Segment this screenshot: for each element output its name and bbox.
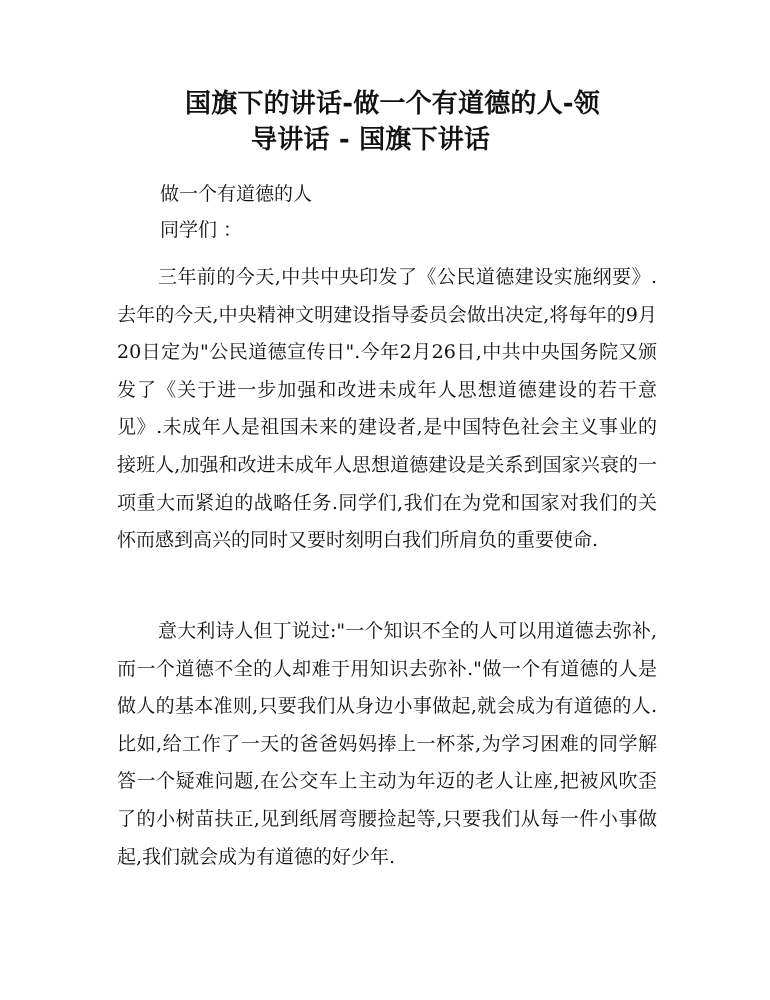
- opening-block: [160, 176, 640, 248]
- document-title-line-2: 导讲话 - 国旗下讲话: [251, 125, 491, 155]
- document-title: [185, 86, 665, 158]
- salutation: 同学们 ：: [160, 219, 243, 241]
- body-paragraph-2: 意大利诗人但丁说过:"一个知识不全的人可以用道德去弥补,而一个道德不全的人却难于用知识去弥补."做一个有道德的人是做人的基本准则,只要我们从身边小事做起,就会成为有道德的人.比如,给工作了一天的爸爸妈妈捧上一杯茶,为学习困难的同学解答一个疑难问题,在公交车上主动为年迈的老人让座,把被风吹歪了的小树苗扶正,见到纸屑弯腰捡起等,只要我们从每一件小事做起,我们就会成为有道德的好少年.: [117, 620, 657, 868]
- speech-subtitle: 做一个有道德的人: [160, 183, 313, 205]
- document-title-line-1: 国旗下的讲话-做一个有道德的人-领: [185, 89, 600, 119]
- body-paragraph-1: 三年前的今天,中共中央印发了《公民道德建设实施纲要》.去年的今天,中央精神文明建设指导委员会做出决定,将每年的9月20日定为"公民道德宣传日".今年2月26日,中共中央国务院又颁发了《关于进一步加强和改进未成年人思想道德建设的若干意见》.未成年人是祖国未来的建设者,是中国特色社会主义事业的接班人,加强和改进未成年人思想道德建设是关系到国家兴衰的一项重大而紧迫的战略任务.同学们,我们在为党和国家对我们的关怀而感到高兴的同时又要时刻明白我们所肩负的重要使命.: [117, 266, 657, 552]
